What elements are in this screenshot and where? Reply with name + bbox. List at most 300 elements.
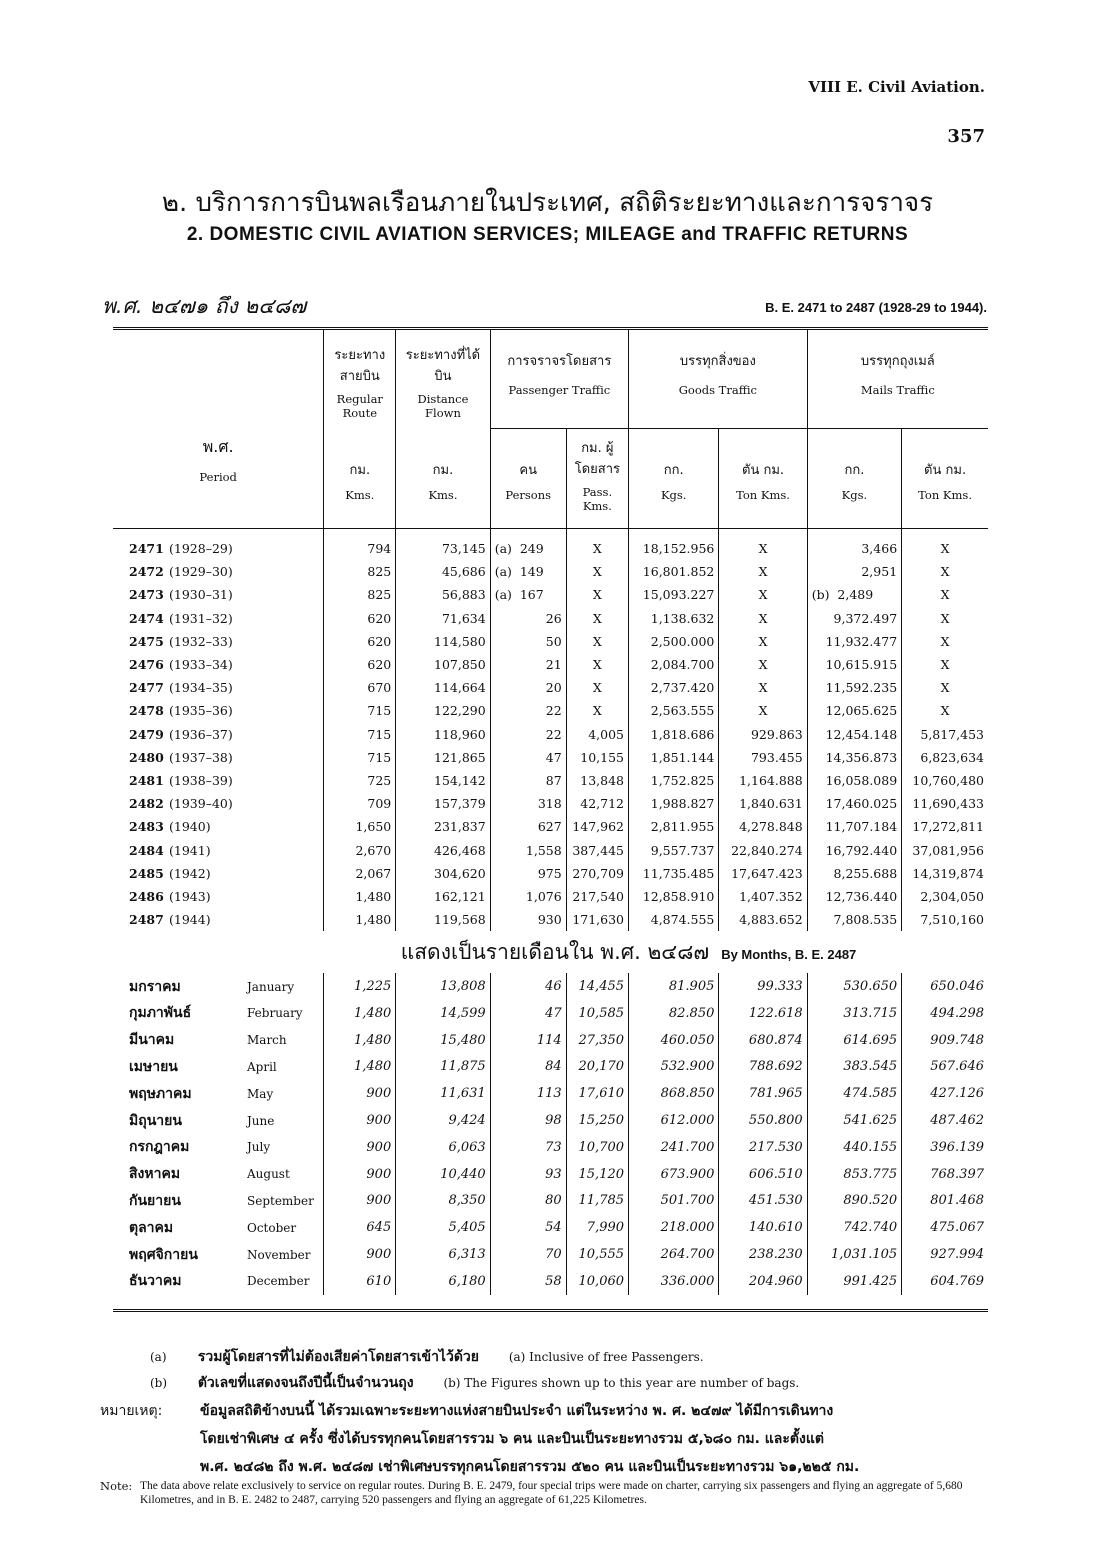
cell-passkm: 270,709: [566, 862, 628, 885]
cell-route: 900: [324, 1134, 396, 1161]
cell-flown: 122,290: [396, 699, 490, 722]
cell-flown: 14,599: [396, 1000, 490, 1027]
cell-goods-tk: 122.618: [719, 1000, 807, 1027]
month-name: มีนาคม March: [129, 1032, 287, 1049]
cell-passkm: 42,712: [566, 792, 628, 815]
cell-persons: 58: [490, 1268, 566, 1295]
year-period: 2486 (1943): [129, 888, 211, 904]
month-name: มกราคม January: [129, 978, 295, 995]
cell-route: 825: [324, 560, 396, 583]
cell-goods-kg: 532.900: [629, 1054, 719, 1081]
cell-mails-tk: 6,823,634: [902, 746, 988, 769]
mails-tk-unit: ตัน กม. Ton Kms.: [902, 429, 988, 529]
month-row: [113, 1054, 988, 1081]
year-period: 2471 (1928–29): [129, 541, 233, 557]
cell-route: 900: [324, 1107, 396, 1134]
cell-passkm: 11,785: [566, 1188, 628, 1215]
year-row: [113, 607, 988, 630]
cell-passkm: 17,610: [566, 1080, 628, 1107]
cell-goods-tk: 17,647.423: [719, 862, 807, 885]
cell-passkm: 10,155: [566, 746, 628, 769]
flown-unit: กม. Kms.: [396, 429, 490, 529]
cell-goods-tk: 217.530: [719, 1134, 807, 1161]
cell-goods-kg: 673.900: [629, 1161, 719, 1188]
cell-flown: 6,063: [396, 1134, 490, 1161]
cell-mails-tk: 11,690,433: [902, 792, 988, 815]
year-period: 2483 (1940): [129, 819, 211, 835]
cell-route: 1,225: [324, 973, 396, 1000]
cell-flown: 15,480: [396, 1027, 490, 1054]
cell-mails-tk: 604.769: [902, 1268, 988, 1295]
cell-goods-kg: 336.000: [629, 1268, 719, 1295]
cell-passkm: X: [566, 583, 628, 606]
cell-passkm: 20,170: [566, 1054, 628, 1081]
cell-passkm: 10,555: [566, 1241, 628, 1268]
cell-persons: 50: [490, 630, 566, 653]
cell-flown: 162,121: [396, 885, 490, 908]
range-thai: พ.ศ. ๒๔๗๑ ถึง ๒๔๘๗: [102, 294, 307, 318]
cell-goods-kg: 18,152.956: [629, 537, 719, 560]
cell-mails-tk: 14,319,874: [902, 862, 988, 885]
cell-goods-kg: 9,557.737: [629, 838, 719, 861]
cell-mails-kg: 10,615.915: [807, 653, 901, 676]
passkm-unit: กม. ผู้โดยสาร Pass. Kms.: [566, 429, 628, 529]
cell-flown: 10,440: [396, 1161, 490, 1188]
cell-mails-kg: 313.715: [807, 1000, 901, 1027]
cell-route: 645: [324, 1214, 396, 1241]
title-thai: ๒. บริการการบินพลเรือนภายในประเทศ, สถิติระยะทางและการจราจร: [161, 188, 934, 218]
cell-goods-kg: 460.050: [629, 1027, 719, 1054]
cell-persons: 93: [490, 1161, 566, 1188]
cell-persons: 1,076: [490, 885, 566, 908]
cell-goods-tk: 140.610: [719, 1214, 807, 1241]
cell-persons: 73: [490, 1134, 566, 1161]
cell-persons: 113: [490, 1080, 566, 1107]
cell-passkm: X: [566, 699, 628, 722]
remark-thai: หมายเหตุ: ข้อมูลสถิติข้างบนนี้ ได้รวมเฉพาะระยะทางแห่งสายบินประจำ แต่ในระหว่าง พ. ศ. ๒๔๗๙ ได้มีการเดินทาง โดยเช่าพิเศษ ๔ ครั้ง ซึ่งได้บรรทุกคนโดยสารรวม ๖ คน และบินเป็นระยะทางรวม ๕,๖๘๐ กม. และตั้งแต่ พ.ศ. ๒๔๘๒ ถึง พ.ศ. ๒๔๘๗ เช่าพิเศษบรรทุกคนโดยสารรวม ๕๒๐ คน และบินเป็นระยะทางรวม ๖๑,๒๒๕ กม.: [100, 1403, 860, 1475]
mails-header: บรรทุกถุงเมล์ Mails Traffic: [807, 329, 988, 429]
cell-goods-kg: 11,735.485: [629, 862, 719, 885]
year-row: [113, 746, 988, 769]
cell-goods-kg: 264.700: [629, 1241, 719, 1268]
cell-route: 610: [324, 1268, 396, 1295]
cell-goods-tk: X: [719, 653, 807, 676]
by-months-heading: แสดงเป็นรายเดือนใน พ.ศ. ๒๔๘๗ By Months, B. E. 2487: [400, 939, 857, 964]
cell-mails-kg: 9,372.497: [807, 607, 901, 630]
cell-route: 1,650: [324, 815, 396, 838]
cell-goods-kg: 82.850: [629, 1000, 719, 1027]
cell-route: 900: [324, 1161, 396, 1188]
cell-mails-kg: 16,058.089: [807, 769, 901, 792]
cell-route: 1,480: [324, 1027, 396, 1054]
year-row: [113, 723, 988, 746]
cell-persons: 930: [490, 908, 566, 931]
cell-goods-tk: 4,883.652: [719, 908, 807, 931]
cell-flown: 56,883: [396, 583, 490, 606]
cell-persons: 54: [490, 1214, 566, 1241]
cell-route: 620: [324, 653, 396, 676]
cell-passkm: 147,962: [566, 815, 628, 838]
cell-mails-tk: X: [902, 560, 988, 583]
cell-route: 900: [324, 1080, 396, 1107]
year-row: [113, 537, 988, 560]
cell-passkm: X: [566, 676, 628, 699]
cell-passkm: X: [566, 630, 628, 653]
year-row: [113, 653, 988, 676]
section-header: VIII E. Civil Aviation.: [808, 78, 985, 96]
route-unit: กม. Kms.: [324, 429, 396, 529]
cell-mails-kg: 11,932.477: [807, 630, 901, 653]
cell-mails-kg: 853.775: [807, 1161, 901, 1188]
month-name: กรกฎาคม July: [129, 1139, 271, 1156]
cell-mails-kg: 1,031.105: [807, 1241, 901, 1268]
year-period: 2478 (1935–36): [129, 703, 233, 719]
cell-route: 725: [324, 769, 396, 792]
cell-goods-kg: 1,752.825: [629, 769, 719, 792]
goods-header: บรรทุกสิ่งของ Goods Traffic: [629, 329, 808, 429]
year-period: 2477 (1934–35): [129, 680, 233, 696]
cell-goods-tk: 1,840.631: [719, 792, 807, 815]
cell-persons: 80: [490, 1188, 566, 1215]
cell-route: 715: [324, 699, 396, 722]
month-row: [113, 1080, 988, 1107]
cell-persons: (a) 167: [490, 583, 566, 606]
cell-goods-kg: 81.905: [629, 973, 719, 1000]
year-period: 2485 (1942): [129, 865, 211, 881]
cell-persons: 1,558: [490, 838, 566, 861]
cell-passkm: 13,848: [566, 769, 628, 792]
cell-route: 2,067: [324, 862, 396, 885]
cell-route: 620: [324, 607, 396, 630]
year-period: 2472 (1929–30): [129, 564, 233, 580]
year-row: [113, 560, 988, 583]
cell-goods-tk: X: [719, 699, 807, 722]
cell-passkm: 10,585: [566, 1000, 628, 1027]
cell-persons: 47: [490, 746, 566, 769]
cell-passkm: 217,540: [566, 885, 628, 908]
cell-persons: 98: [490, 1107, 566, 1134]
month-name: กุมภาพันธ์ February: [129, 1005, 303, 1022]
cell-goods-kg: 2,500.000: [629, 630, 719, 653]
cell-mails-kg: 541.625: [807, 1107, 901, 1134]
period-header: พ.ศ. Period: [199, 436, 237, 484]
cell-route: 715: [324, 723, 396, 746]
footnote-b: (b) ตัวเลขที่แสดงจนถึงปีนี้เป็นจำนวนถุง (b) The Figures shown up to this year are number of bags.: [150, 1375, 800, 1391]
cell-mails-kg: 3,466: [807, 537, 901, 560]
year-row: [113, 676, 988, 699]
cell-mails-tk: 7,510,160: [902, 908, 988, 931]
cell-goods-kg: 2,737.420: [629, 676, 719, 699]
cell-mails-tk: 10,760,480: [902, 769, 988, 792]
cell-mails-kg: 12,736.440: [807, 885, 901, 908]
year-period: 2481 (1938–39): [129, 772, 233, 788]
cell-goods-kg: 1,138.632: [629, 607, 719, 630]
month-row: [113, 973, 988, 1000]
cell-mails-kg: 440.155: [807, 1134, 901, 1161]
year-row: [113, 838, 988, 861]
cell-persons: (a) 249: [490, 537, 566, 560]
month-name: เมษายน April: [129, 1058, 277, 1075]
cell-persons: 84: [490, 1054, 566, 1081]
cell-goods-tk: 451.530: [719, 1188, 807, 1215]
month-name: พฤศจิกายน November: [129, 1246, 311, 1263]
cell-passkm: X: [566, 607, 628, 630]
month-name: พฤษภาคม May: [129, 1085, 274, 1102]
cell-route: 825: [324, 583, 396, 606]
cell-mails-kg: 16,792.440: [807, 838, 901, 861]
cell-mails-tk: 396.139: [902, 1134, 988, 1161]
cell-flown: 114,580: [396, 630, 490, 653]
cell-goods-tk: 781.965: [719, 1080, 807, 1107]
cell-flown: 5,405: [396, 1214, 490, 1241]
goods-kg-unit: กก. Kgs.: [629, 429, 719, 529]
cell-goods-tk: X: [719, 583, 807, 606]
cell-goods-tk: 929.863: [719, 723, 807, 746]
cell-passkm: 171,630: [566, 908, 628, 931]
cell-route: 1,480: [324, 1000, 396, 1027]
cell-flown: 107,850: [396, 653, 490, 676]
cell-mails-tk: 801.468: [902, 1188, 988, 1215]
note-label: Note:: [100, 1479, 133, 1493]
cell-flown: 45,686: [396, 560, 490, 583]
cell-route: 1,480: [324, 908, 396, 931]
cell-mails-tk: X: [902, 699, 988, 722]
flown-header: ระยะทางที่ได้บิน Distance Flown: [396, 329, 490, 429]
month-row: [113, 1134, 988, 1161]
cell-persons: 70: [490, 1241, 566, 1268]
cell-passkm: 10,060: [566, 1268, 628, 1295]
cell-mails-kg: 14,356.873: [807, 746, 901, 769]
year-row: [113, 699, 988, 722]
cell-mails-tk: 909.748: [902, 1027, 988, 1054]
cell-mails-tk: X: [902, 583, 988, 606]
cell-flown: 6,313: [396, 1241, 490, 1268]
cell-route: 620: [324, 630, 396, 653]
cell-mails-kg: 991.425: [807, 1268, 901, 1295]
cell-route: 2,670: [324, 838, 396, 861]
cell-mails-kg: 12,454.148: [807, 723, 901, 746]
cell-persons: 22: [490, 699, 566, 722]
aviation-table: [113, 327, 988, 1312]
goods-tk-unit: ตัน กม. Ton Kms.: [719, 429, 807, 529]
month-row: [113, 1268, 988, 1295]
cell-mails-tk: 487.462: [902, 1107, 988, 1134]
cell-goods-tk: X: [719, 607, 807, 630]
cell-mails-tk: 475.067: [902, 1214, 988, 1241]
cell-passkm: 15,120: [566, 1161, 628, 1188]
cell-mails-kg: 11,592.235: [807, 676, 901, 699]
cell-flown: 11,875: [396, 1054, 490, 1081]
cell-goods-tk: X: [719, 537, 807, 560]
note-english: The data above relate exclusively to service on regular routes. During B. E. 2479, four special trips were made on charter, carrying six passengers and flying an aggregate of 5,680 Kilometres, and in B. E. 2482 to 2487, carrying 520 passengers and flying an aggregate of 61,225 Kilometres.: [140, 1480, 963, 1506]
month-row: [113, 1107, 988, 1134]
month-row: [113, 1027, 988, 1054]
cell-mails-kg: 383.545: [807, 1054, 901, 1081]
year-row: [113, 885, 988, 908]
cell-route: 715: [324, 746, 396, 769]
cell-passkm: 27,350: [566, 1027, 628, 1054]
year-row: [113, 792, 988, 815]
cell-route: 900: [324, 1188, 396, 1215]
cell-route: 709: [324, 792, 396, 815]
cell-mails-kg: (b) 2,489: [807, 583, 901, 606]
month-name: มิถุนายน June: [129, 1112, 275, 1129]
cell-flown: 154,142: [396, 769, 490, 792]
cell-flown: 119,568: [396, 908, 490, 931]
month-name: ธันวาคม December: [129, 1273, 310, 1290]
month-name: ตุลาคม October: [129, 1219, 297, 1236]
cell-goods-kg: 2,811.955: [629, 815, 719, 838]
cell-route: 1,480: [324, 1054, 396, 1081]
range-english: B. E. 2471 to 2487 (1928-29 to 1944).: [765, 300, 987, 315]
cell-goods-tk: 4,278.848: [719, 815, 807, 838]
cell-passkm: X: [566, 653, 628, 676]
cell-goods-kg: 2,563.555: [629, 699, 719, 722]
year-period: 2473 (1930–31): [129, 587, 233, 603]
year-row: [113, 769, 988, 792]
cell-flown: 157,379: [396, 792, 490, 815]
cell-passkm: X: [566, 560, 628, 583]
cell-goods-kg: 501.700: [629, 1188, 719, 1215]
month-row: [113, 1241, 988, 1268]
cell-persons: 20: [490, 676, 566, 699]
cell-persons: 46: [490, 973, 566, 1000]
cell-passkm: 15,250: [566, 1107, 628, 1134]
cell-mails-kg: 17,460.025: [807, 792, 901, 815]
year-row: [113, 908, 988, 931]
month-row: [113, 1000, 988, 1027]
cell-flown: 11,631: [396, 1080, 490, 1107]
cell-mails-tk: 768.397: [902, 1161, 988, 1188]
year-row: [113, 583, 988, 606]
cell-mails-kg: 614.695: [807, 1027, 901, 1054]
cell-flown: 6,180: [396, 1268, 490, 1295]
route-header: ระยะทางสายบิน Regular Route: [324, 329, 396, 429]
cell-mails-tk: 427.126: [902, 1080, 988, 1107]
cell-flown: 73,145: [396, 537, 490, 560]
mails-kg-unit: กก. Kgs.: [807, 429, 901, 529]
cell-mails-tk: 927.994: [902, 1241, 988, 1268]
cell-goods-tk: X: [719, 630, 807, 653]
passenger-header: การจราจรโดยสาร Passenger Traffic: [490, 329, 628, 429]
year-period: 2484 (1941): [129, 842, 211, 858]
cell-goods-kg: 241.700: [629, 1134, 719, 1161]
cell-goods-kg: 15,093.227: [629, 583, 719, 606]
cell-goods-kg: 16,801.852: [629, 560, 719, 583]
year-period: 2476 (1933–34): [129, 657, 233, 673]
cell-passkm: 10,700: [566, 1134, 628, 1161]
year-row: [113, 630, 988, 653]
cell-goods-tk: 204.960: [719, 1268, 807, 1295]
cell-mails-tk: X: [902, 607, 988, 630]
cell-goods-tk: 22,840.274: [719, 838, 807, 861]
cell-mails-tk: 567.646: [902, 1054, 988, 1081]
cell-mails-tk: X: [902, 676, 988, 699]
cell-route: 1,480: [324, 885, 396, 908]
cell-goods-tk: 1,164.888: [719, 769, 807, 792]
cell-passkm: X: [566, 537, 628, 560]
page-number: 357: [947, 126, 985, 147]
cell-goods-tk: X: [719, 676, 807, 699]
cell-flown: 121,865: [396, 746, 490, 769]
cell-goods-kg: 1,851.144: [629, 746, 719, 769]
cell-goods-tk: 238.230: [719, 1241, 807, 1268]
cell-persons: 87: [490, 769, 566, 792]
cell-goods-tk: 793.455: [719, 746, 807, 769]
cell-flown: 8,350: [396, 1188, 490, 1215]
cell-persons: 318: [490, 792, 566, 815]
cell-flown: 13,808: [396, 973, 490, 1000]
cell-passkm: 7,990: [566, 1214, 628, 1241]
cell-route: 900: [324, 1241, 396, 1268]
cell-flown: 114,664: [396, 676, 490, 699]
cell-route: 794: [324, 537, 396, 560]
year-period: 2479 (1936–37): [129, 726, 233, 742]
cell-goods-kg: 12,858.910: [629, 885, 719, 908]
cell-mails-kg: 8,255.688: [807, 862, 901, 885]
cell-mails-tk: 5,817,453: [902, 723, 988, 746]
cell-goods-kg: 4,874.555: [629, 908, 719, 931]
cell-passkm: 14,455: [566, 973, 628, 1000]
month-row: [113, 1188, 988, 1215]
cell-goods-kg: 1,988.827: [629, 792, 719, 815]
cell-passkm: 4,005: [566, 723, 628, 746]
cell-goods-kg: 612.000: [629, 1107, 719, 1134]
cell-flown: 231,837: [396, 815, 490, 838]
cell-goods-kg: 1,818.686: [629, 723, 719, 746]
month-row: [113, 1161, 988, 1188]
cell-mails-tk: X: [902, 537, 988, 560]
month-name: สิงหาคม August: [129, 1166, 290, 1183]
cell-flown: 118,960: [396, 723, 490, 746]
cell-mails-kg: 12,065.625: [807, 699, 901, 722]
cell-goods-tk: 550.800: [719, 1107, 807, 1134]
cell-persons: 47: [490, 1000, 566, 1027]
cell-goods-tk: X: [719, 560, 807, 583]
cell-mails-kg: 2,951: [807, 560, 901, 583]
cell-mails-tk: 494.298: [902, 1000, 988, 1027]
year-row: [113, 862, 988, 885]
cell-mails-tk: 650.046: [902, 973, 988, 1000]
cell-flown: 426,468: [396, 838, 490, 861]
cell-persons: (a) 149: [490, 560, 566, 583]
cell-goods-kg: 868.850: [629, 1080, 719, 1107]
cell-mails-tk: X: [902, 630, 988, 653]
cell-mails-tk: X: [902, 653, 988, 676]
year-row: [113, 815, 988, 838]
year-period: 2480 (1937–38): [129, 749, 233, 765]
cell-goods-tk: 1,407.352: [719, 885, 807, 908]
cell-persons: 627: [490, 815, 566, 838]
cell-goods-kg: 2,084.700: [629, 653, 719, 676]
cell-goods-tk: 788.692: [719, 1054, 807, 1081]
month-row: [113, 1214, 988, 1241]
persons-unit: คน Persons: [490, 429, 566, 529]
year-period: 2487 (1944): [129, 912, 211, 928]
cell-mails-kg: 742.740: [807, 1214, 901, 1241]
title-english: 2. DOMESTIC CIVIL AVIATION SERVICES; MILEAGE and TRAFFIC RETURNS: [186, 224, 909, 245]
cell-mails-kg: 474.585: [807, 1080, 901, 1107]
cell-goods-tk: 99.333: [719, 973, 807, 1000]
cell-persons: 26: [490, 607, 566, 630]
cell-goods-kg: 218.000: [629, 1214, 719, 1241]
cell-persons: 114: [490, 1027, 566, 1054]
month-name: กันยายน September: [129, 1192, 314, 1209]
year-period: 2475 (1932–33): [129, 633, 233, 649]
cell-route: 670: [324, 676, 396, 699]
cell-mails-kg: 11,707.184: [807, 815, 901, 838]
cell-persons: 21: [490, 653, 566, 676]
